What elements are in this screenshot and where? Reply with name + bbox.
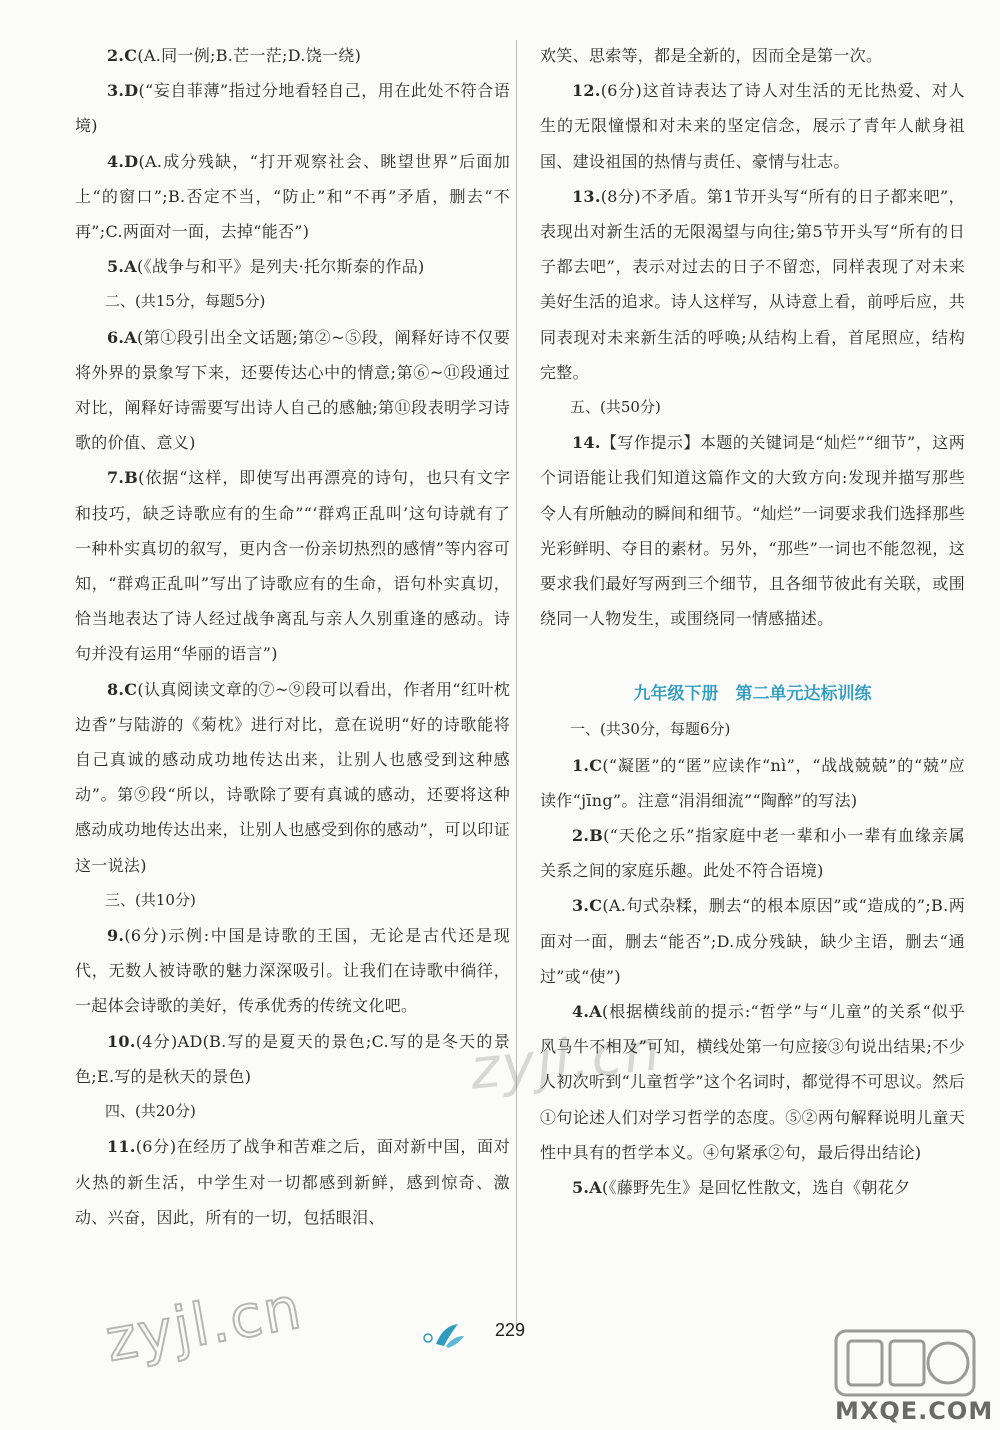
answer-paragraph: 6.A(第①段引出全文话题;第②~⑤段，阐释好诗不仅要将外界的景象写下来，还要传达心中的情意;第⑥~⑪段通过对比，阐释好诗需要写出诗人自己的感触;第⑪段表明学习诗歌的价值、意义) [75,327,510,453]
answer-paragraph: 5.A(《战争与和平》是列夫·托尔斯泰的作品) [107,257,425,277]
answer-paragraph: 1.C(“凝匿”的“匿”应读作“nì”，“战战兢兢”的“兢”应读作“jīng”。注意“涓涓细流”“陶醉”的写法) [540,755,965,810]
section-heading: 二、(共15分，每题5分) [105,292,266,311]
watermark-center: zyjl.cn [467,1018,665,1103]
answer-paragraph: 13.(8分)不矛盾。第1节开头写“所有的日子都来吧”，表现出对新生活的无限渴望与向往;第5节开头写“所有的日子都去吧”，表示对过去的日子不留恋，同样表现了对未来美好生活的追求。诗人这样写，从诗意上看，前呼后应，共同表现对未来新生活的呼唤;从结构上看，首尾照应，结构完整。 [540,186,965,382]
answer-paragraph: 10.(4分)AD(B.写的是夏天的景色;C.写的是冬天的景色;E.写的是秋天的景色) [75,1031,510,1086]
answer-paragraph: 8.C(认真阅读文章的⑦~⑨段可以看出，作者用“红叶枕边香”与陆游的《菊枕》进行对比，意在说明“好的诗歌能将自己真诚的感动成功地传达出来，让别人也感受到这种感动”。第⑨段“所以，诗歌除了要有真诚的感动，还要将这种感动成功地传达出来，让别人也感受到你的感动”，可以印证这一说法) [75,679,510,875]
left-column [75,38,510,1235]
answer-paragraph: 12.(6分)这首诗表达了诗人对生活的无比热爱、对人生的无限憧憬和对未来的坚定信念，展示了青年人献身祖国、建设祖国的热情与责任、豪情与壮志。 [540,81,965,171]
answer-paragraph: 11.(6分)在经历了战争和苦难之后，面对新中国，面对火热的新生活，中学生对一切都感到新鲜，感到惊奇、激动、兴奋，因此，所有的一切，包括眼泪、 [75,1137,510,1227]
column-divider [516,40,517,1325]
unit-title: 九年级下册 第二单元达标训练 [633,684,872,705]
answer-paragraph: 2.C(A.同一例;B.芒一茫;D.饶一绕) [107,46,362,65]
page-number: 229 [494,1320,526,1340]
answer-paragraph: 欢笑、思索等，都是全新的，因而全是第一次。 [540,46,883,65]
stamp-text: MXQE.COM [835,1397,994,1425]
page-ornament-icon [418,1320,468,1352]
watermark-bottom-left: zyjl.cn [100,1273,308,1375]
section-heading: 一、(共30分，每题6分) [570,720,731,739]
answer-paragraph: 14.【写作提示】本题的关键词是“灿烂”“细节”，这两个词语能让我们知道这篇作文的大致方向:发现并描写那些令人有所触动的瞬间和细节。“灿烂”一词要求我们选择那些光彩鲜明、夺目的素材。另外，“那些”一词也不能忽视，这要求我们最好写两到三个细节，且各细节彼此有关联，或围绕同一人物发生，或围绕同一情感描述。 [540,433,965,629]
answer-paragraph: 4.D(A.成分残缺，“打开观察社会、眺望世界”后面加上“的窗口”;B.否定不当，“防止”和“不再”矛盾，删去“不再”;C.两面对一面，去掉“能否”) [75,151,510,242]
section-heading: 五、(共50分) [570,398,661,417]
section-heading: 四、(共20分) [105,1102,196,1121]
answer-paragraph: 3.C(A.句式杂糅，删去“的根本原因”或“造成的”;B.两面对一面，删去“能否”;D.成分残缺，缺少主语，删去“通过”或“使”) [540,896,965,986]
answer-paragraph: 7.B(依据“这样，即使写出再漂亮的诗句，也只有文字和技巧，缺乏诗歌应有的生命”“‘群鸡正乱叫’这句诗就有了一种朴实真切的叙写，更内含一份亲切热烈的感情”等内容可知，“群鸡正乱叫”写出了诗歌应有的生命，语句朴实真切，恰当地表达了诗人经过战争离乱与亲人久别重逢的感动。诗句并没有运用“华丽的语言”) [75,468,510,664]
answer-paragraph: 3.D(“妄自菲薄”指过分地看轻自己，用在此处不符合语境) [75,81,510,136]
answer-paragraph: 4.A(根据横线前的提示:“哲学”与“儿童”的关系“似乎风马牛不相及”可知，横线处第一句应接③句说出结果;不少人初次听到“儿童哲学”这个名词时，都觉得不可思议。然后①句论述人们对学习哲学的态度。⑤②两句解释说明儿童天性中具有的哲学本义。④句紧承②句，最后得出结论) [540,1002,965,1162]
section-heading: 三、(共10分) [105,890,196,909]
answer-paragraph: 5.A(《藤野先生》是回忆性散文，选自《朝花夕 [572,1178,911,1198]
answer-paragraph: 9.(6分)示例:中国是诗歌的王国，无论是古代还是现代，无数人被诗歌的魅力深深吸引。让我们在诗歌中徜徉，一起体会诗歌的美好，传承优秀的传统文化吧。 [75,926,510,1016]
answer-paragraph: 2.B(“天伦之乐”指家庭中老一辈和小一辈有血缘亲属关系之间的家庭乐趣。此处不符合语境) [540,826,965,881]
